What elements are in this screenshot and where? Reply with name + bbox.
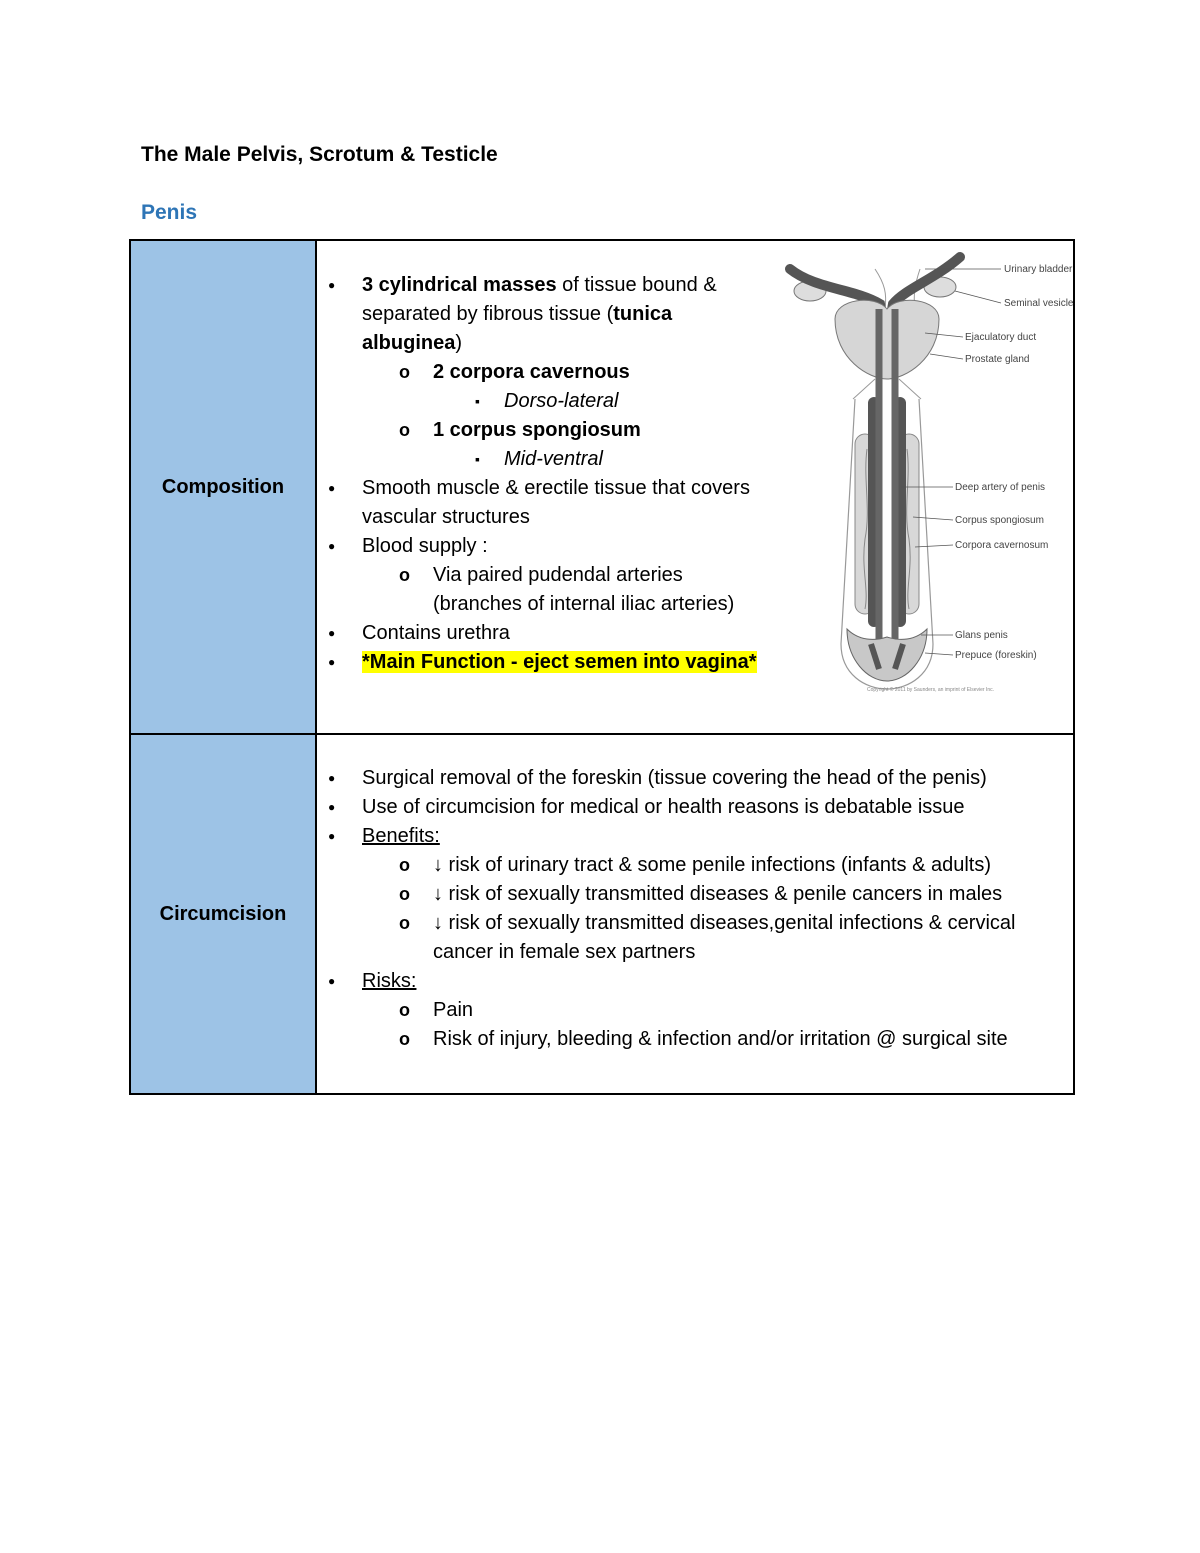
corpora-cavernous-term: 2 corpora cavernous (433, 361, 630, 383)
list-item: o Pain (362, 996, 1057, 1025)
penis-anatomy-diagram (775, 249, 1075, 704)
list-item (317, 271, 757, 474)
closing-paren: ) (455, 332, 463, 354)
list-item: ▪ Mid-ventral (433, 445, 757, 474)
main-function-highlight: *Main Function - eject semen into vagina* (362, 651, 757, 673)
section-title-penis: Penis (141, 201, 198, 224)
label-deep-artery: Deep artery of penis (955, 482, 1046, 493)
label-seminal-vesicle: Seminal vesicle (1004, 298, 1074, 309)
list-item: o Risk of injury, bleeding & infection and/or irritation @ surgical site (362, 1025, 1057, 1054)
list-item (317, 967, 1057, 1054)
list-item (317, 532, 757, 619)
label-ejaculatory-duct: Ejaculatory duct (965, 332, 1037, 343)
tunica-albuginea-term: tunica albuginea (362, 303, 673, 354)
list-item (362, 358, 757, 416)
list-item: o ↓ risk of urinary tract & some penile infections (infants & adults) (362, 851, 1057, 880)
row-header-composition: Composition (130, 240, 316, 734)
table-row-circumcision (130, 734, 1074, 1094)
list-item: o ↓ risk of sexually transmitted diseases & penile cancers in males (362, 880, 1057, 909)
label-prostate-gland: Prostate gland (965, 354, 1030, 365)
circumcision-cell (316, 734, 1074, 1094)
list-item: ▪ Dorso-lateral (433, 387, 757, 416)
diagram-copyright: Copyright © 2011 by Saunders, an imprint of Elsevier Inc. (867, 687, 994, 693)
circumcision-list (317, 764, 1057, 1054)
label-corpora-cavernosum: Corpora cavernosum (955, 540, 1049, 551)
cylindrical-masses-term: 3 cylindrical masses (362, 274, 557, 296)
row-header-circumcision: Circumcision (130, 734, 316, 1094)
label-glans-penis: Glans penis (955, 630, 1008, 641)
composition-cell (316, 240, 1074, 734)
label-corpus-spongiosum: Corpus spongiosum (955, 515, 1044, 526)
label-prepuce: Prepuce (foreskin) (955, 650, 1037, 661)
notes-table (129, 239, 1075, 1095)
blood-supply-label: Blood supply : (362, 535, 488, 557)
list-item: ● Contains urethra (317, 619, 757, 648)
list-item: o Via paired pudendal arteries (branches of internal iliac arteries) (362, 561, 757, 619)
table-row-composition (130, 240, 1074, 734)
benefits-label: Benefits: (362, 825, 440, 847)
list-item: o ↓ risk of sexually transmitted diseases,genital infections & cervical cancer in female sex partners (362, 909, 1057, 967)
label-urinary-bladder: Urinary bladder (1004, 264, 1073, 275)
list-item: ● Smooth muscle & erectile tissue that covers vascular structures (317, 474, 757, 532)
list-item (317, 648, 757, 677)
cylindrical-masses-text: of tissue bound & separated by fibrous tissue ( (362, 274, 717, 325)
list-item: ● Surgical removal of the foreskin (tissue covering the head of the penis) (317, 764, 1057, 793)
document-title: The Male Pelvis, Scrotum & Testicle (141, 143, 498, 166)
corpus-spongiosum-term: 1 corpus spongiosum (433, 419, 641, 441)
list-item (317, 822, 1057, 967)
risks-label: Risks: (362, 970, 417, 992)
composition-list (317, 271, 757, 677)
list-item: ● Use of circumcision for medical or health reasons is debatable issue (317, 793, 1057, 822)
list-item (362, 416, 757, 474)
